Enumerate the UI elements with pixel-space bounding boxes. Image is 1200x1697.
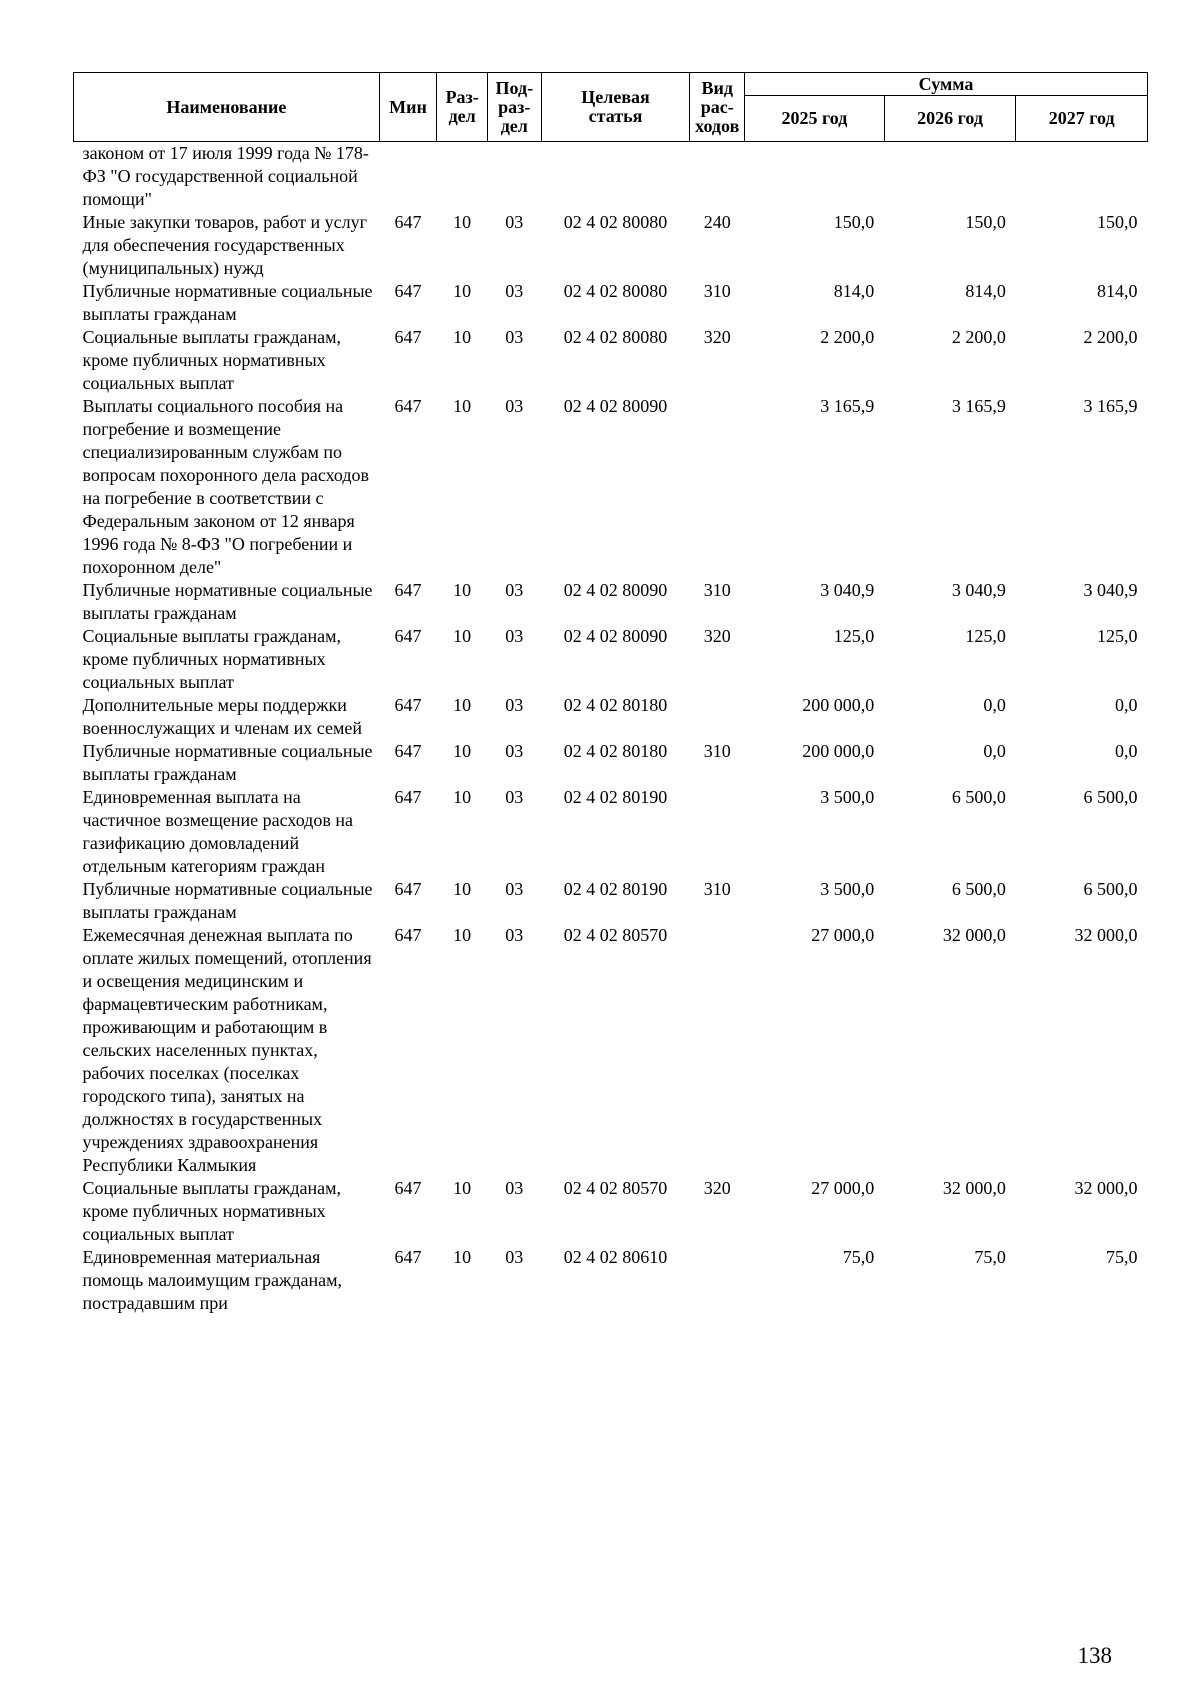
table-body [74, 142, 1148, 1316]
cell-sum-2025: 3 500,0 [820, 879, 875, 899]
cell-razdel: 10 [453, 787, 472, 807]
cell-name: Иные закупки товаров, работ и услуг для обеспечения государственных (муниципальных) нужд [82, 212, 367, 278]
cell-tselevaya-statya: 02 4 02 80610 [563, 1247, 668, 1267]
header-summa: Сумма [745, 73, 1148, 96]
cell-min: 647 [394, 695, 422, 715]
cell-razdel: 10 [453, 741, 472, 761]
cell-vid-rashodov: 320 [703, 327, 731, 347]
cell-razdel: 10 [453, 695, 472, 715]
cell-vid-rashodov [690, 694, 745, 740]
cell-sum-2026: 3 040,9 [951, 580, 1006, 600]
cell-min: 647 [394, 327, 422, 347]
cell-min: 647 [394, 396, 422, 416]
cell-sum-2025: 200 000,0 [802, 741, 875, 761]
cell-sum-2025: 125,0 [833, 626, 875, 646]
cell-sum-2026: 6 500,0 [951, 879, 1006, 899]
cell-name: законом от 17 июля 1999 года № 178-ФЗ "О государственной социальной помощи" [82, 143, 369, 209]
cell-sum-2027: 75,0 [1106, 1247, 1138, 1267]
cell-podrazdel: 03 [505, 327, 524, 347]
cell-sum-2027: 2 200,0 [1083, 327, 1138, 347]
cell-vid-rashodov [690, 1246, 745, 1315]
table-row [74, 878, 1148, 924]
header-razdel: Раз- дел [437, 73, 488, 142]
header-year-2027: 2027 год [1016, 96, 1148, 142]
table-row [74, 694, 1148, 740]
cell-min: 647 [394, 626, 422, 646]
cell-vid-rashodov [690, 924, 745, 1177]
cell-min: 647 [394, 580, 422, 600]
cell-sum-2026: 32 000,0 [942, 925, 1006, 945]
cell-min: 647 [394, 879, 422, 899]
cell-razdel: 10 [453, 925, 472, 945]
cell-sum-2025 [745, 142, 885, 212]
cell-sum-2026: 3 165,9 [951, 396, 1006, 416]
cell-min: 647 [394, 281, 422, 301]
table-row [74, 211, 1148, 280]
cell-name: Публичные нормативные социальные выплаты гражданам [82, 580, 373, 623]
header-min: Мин [379, 73, 437, 142]
cell-name: Публичные нормативные социальные выплаты гражданам [82, 741, 373, 784]
cell-podrazdel: 03 [505, 741, 524, 761]
cell-vid-rashodov: 310 [703, 741, 731, 761]
cell-name: Единовременная материальная помощь малоимущим гражданам, пострадавшим при [82, 1247, 343, 1313]
cell-sum-2027: 3 165,9 [1083, 396, 1138, 416]
cell-sum-2025: 27 000,0 [811, 925, 875, 945]
cell-vid-rashodov: 240 [703, 212, 731, 232]
header-vid-rashodov: Вид рас- ходов [690, 73, 745, 142]
cell-vid-rashodov: 320 [703, 1178, 731, 1198]
cell-podrazdel: 03 [505, 1178, 524, 1198]
cell-name: Единовременная выплата на частичное возмещение расходов на газификацию домовладений отдельным категориям граждан [82, 787, 353, 876]
cell-sum-2027 [1016, 142, 1148, 212]
cell-sum-2025: 3 500,0 [820, 787, 875, 807]
cell-razdel: 10 [453, 626, 472, 646]
cell-sum-2025: 2 200,0 [820, 327, 875, 347]
cell-vid-rashodov: 310 [703, 281, 731, 301]
cell-tselevaya-statya [541, 142, 690, 212]
cell-vid-rashodov [690, 142, 745, 212]
cell-sum-2025: 3 040,9 [820, 580, 875, 600]
budget-table [73, 72, 1148, 1315]
cell-min [379, 142, 437, 212]
cell-tselevaya-statya: 02 4 02 80080 [563, 281, 668, 301]
cell-podrazdel: 03 [505, 626, 524, 646]
cell-tselevaya-statya: 02 4 02 80080 [563, 212, 668, 232]
cell-name: Публичные нормативные социальные выплаты гражданам [82, 879, 373, 922]
cell-podrazdel: 03 [505, 580, 524, 600]
cell-sum-2027: 6 500,0 [1083, 787, 1138, 807]
cell-min: 647 [394, 925, 422, 945]
cell-razdel: 10 [453, 327, 472, 347]
page-number: 138 [1077, 1643, 1112, 1668]
cell-razdel [437, 142, 488, 212]
cell-sum-2026: 0,0 [983, 741, 1006, 761]
cell-tselevaya-statya: 02 4 02 80570 [563, 925, 668, 945]
table-row [74, 625, 1148, 694]
cell-razdel: 10 [453, 281, 472, 301]
cell-sum-2027: 0,0 [1115, 741, 1138, 761]
cell-tselevaya-statya: 02 4 02 80180 [563, 695, 668, 715]
cell-podrazdel: 03 [505, 925, 524, 945]
cell-podrazdel: 03 [505, 396, 524, 416]
header-year-2025: 2025 год [745, 96, 885, 142]
cell-razdel: 10 [453, 580, 472, 600]
cell-sum-2026: 32 000,0 [942, 1178, 1006, 1198]
cell-sum-2027: 814,0 [1097, 281, 1138, 301]
cell-tselevaya-statya: 02 4 02 80090 [563, 580, 668, 600]
cell-min: 647 [394, 787, 422, 807]
cell-vid-rashodov [690, 395, 745, 579]
cell-min: 647 [394, 1178, 422, 1198]
cell-sum-2026: 125,0 [965, 626, 1006, 646]
cell-min: 647 [394, 741, 422, 761]
table-row [74, 579, 1148, 625]
cell-vid-rashodov: 320 [703, 626, 731, 646]
cell-sum-2026: 814,0 [965, 281, 1006, 301]
cell-sum-2025: 814,0 [833, 281, 875, 301]
cell-razdel: 10 [453, 879, 472, 899]
table-row [74, 142, 1148, 212]
cell-podrazdel: 03 [505, 695, 524, 715]
table-row [74, 924, 1148, 1177]
cell-tselevaya-statya: 02 4 02 80570 [563, 1178, 668, 1198]
cell-razdel: 10 [453, 396, 472, 416]
cell-sum-2025: 75,0 [842, 1247, 875, 1267]
cell-min: 647 [394, 212, 422, 232]
cell-vid-rashodov [690, 786, 745, 878]
cell-tselevaya-statya: 02 4 02 80190 [563, 879, 668, 899]
cell-razdel: 10 [453, 212, 472, 232]
cell-min: 647 [394, 1247, 422, 1267]
cell-name: Дополнительные меры поддержки военнослужащих и членам их семей [82, 695, 362, 738]
cell-name: Публичные нормативные социальные выплаты гражданам [82, 281, 373, 324]
table-row [74, 786, 1148, 878]
table-row [74, 1177, 1148, 1246]
cell-tselevaya-statya: 02 4 02 80090 [563, 626, 668, 646]
cell-sum-2026: 2 200,0 [951, 327, 1006, 347]
cell-name: Ежемесячная денежная выплата по оплате жилых помещений, отопления и освещения медицинским и фармацевтическим работникам, проживающим и работающим в сельских населенных пунктах, рабочих поселках (поселках городского типа), занятых на должностях в государственных учреждениях здравоохранения Республики Калмыкия [82, 925, 372, 1175]
table-row [74, 326, 1148, 395]
cell-sum-2027: 6 500,0 [1083, 879, 1138, 899]
cell-name: Социальные выплаты гражданам, кроме публичных нормативных социальных выплат [82, 1178, 341, 1244]
cell-sum-2025: 150,0 [833, 212, 875, 232]
table-header [74, 73, 1148, 142]
cell-tselevaya-statya: 02 4 02 80090 [563, 396, 668, 416]
cell-podrazdel: 03 [505, 212, 524, 232]
cell-sum-2026: 75,0 [974, 1247, 1006, 1267]
cell-name: Социальные выплаты гражданам, кроме публичных нормативных социальных выплат [82, 626, 341, 692]
cell-sum-2026: 150,0 [965, 212, 1006, 232]
header-podrazdel: Под- раз- дел [487, 73, 541, 142]
cell-name: Социальные выплаты гражданам, кроме публичных нормативных социальных выплат [82, 327, 341, 393]
cell-tselevaya-statya: 02 4 02 80080 [563, 327, 668, 347]
cell-podrazdel: 03 [505, 1247, 524, 1267]
cell-podrazdel: 03 [505, 787, 524, 807]
cell-vid-rashodov: 310 [703, 580, 731, 600]
cell-sum-2025: 27 000,0 [811, 1178, 875, 1198]
cell-podrazdel: 03 [505, 879, 524, 899]
header-year-2026: 2026 год [884, 96, 1016, 142]
cell-podrazdel: 03 [505, 281, 524, 301]
cell-razdel: 10 [453, 1247, 472, 1267]
cell-sum-2027: 125,0 [1097, 626, 1138, 646]
header-name: Наименование [74, 73, 380, 142]
cell-tselevaya-statya: 02 4 02 80180 [563, 741, 668, 761]
cell-sum-2027: 150,0 [1097, 212, 1138, 232]
table-row [74, 740, 1148, 786]
cell-podrazdel [487, 142, 541, 212]
header-tselevaya-statya: Целевая статья [541, 73, 690, 142]
cell-razdel: 10 [453, 1178, 472, 1198]
cell-name: Выплаты социального пособия на погребение и возмещение специализированным службам по вопросам похоронного дела расходов на погребение в соответствии с Федеральным законом от 12 января 1996 года № 8-ФЗ "О погребении и похоронном деле" [82, 396, 370, 577]
cell-sum-2026: 0,0 [983, 695, 1006, 715]
cell-sum-2025: 200 000,0 [802, 695, 875, 715]
table-row [74, 395, 1148, 579]
cell-sum-2027: 3 040,9 [1083, 580, 1138, 600]
cell-vid-rashodov: 310 [703, 879, 731, 899]
cell-tselevaya-statya: 02 4 02 80190 [563, 787, 668, 807]
cell-sum-2027: 32 000,0 [1074, 1178, 1138, 1198]
cell-sum-2027: 32 000,0 [1074, 925, 1138, 945]
table-row [74, 280, 1148, 326]
cell-sum-2026 [884, 142, 1016, 212]
cell-sum-2026: 6 500,0 [951, 787, 1006, 807]
table-row [74, 1246, 1148, 1315]
cell-sum-2027: 0,0 [1115, 695, 1138, 715]
cell-sum-2025: 3 165,9 [820, 396, 875, 416]
